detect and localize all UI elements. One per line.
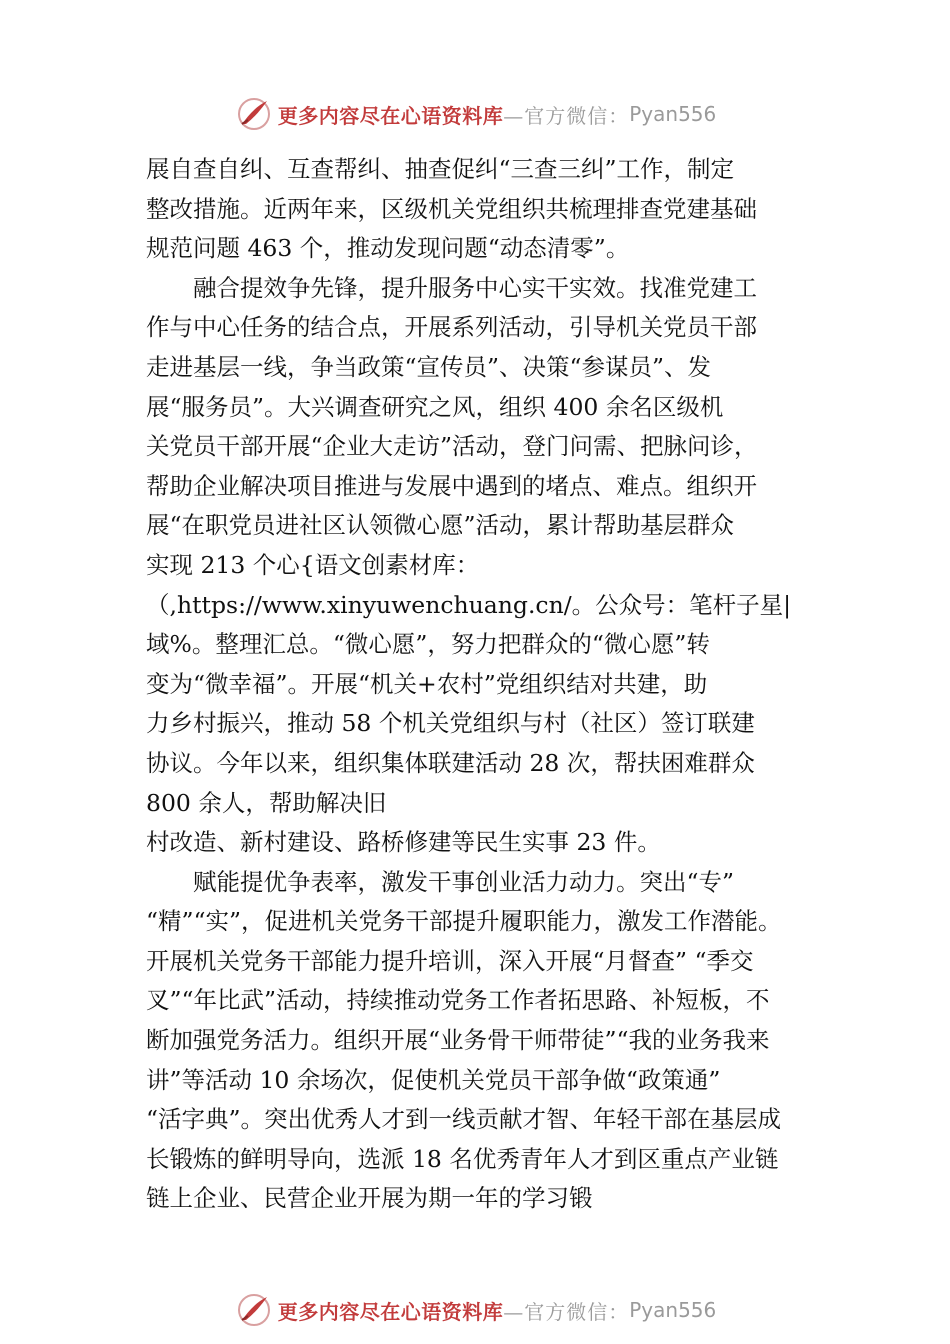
text-line: 规范问题 463 个，推动发现问题“动态清零”。 [146,234,630,263]
text-line: 叉”“年比武”活动，持续推动党务工作者拓思路、补短板，不 [146,986,770,1015]
text-line: 协议。今年以来，组织集体联建活动 28 次，帮扶困难群众 [146,748,755,777]
text-line: 赋能提优争表率，激发干事创业活力动力。突出“专” [193,867,735,896]
document-body [146,150,826,1219]
banner-wechat-id: Pyan556 [629,1298,717,1322]
text-line: 开展机关党务干部能力提升培训，深入开展“月督查” “季交 [146,946,754,975]
banner-sub-text: —官方微信： [503,103,630,128]
text-line: 讲”等活动 10 余场次，促使机关党员干部争做“政策通” [146,1065,721,1094]
text-line: 域%。整理汇总。“微心愿”，努力把群众的“微心愿”转 [146,630,710,659]
banner-main-text: 更多内容尽在心语资料库 [277,1299,504,1324]
text-line: 村改造、新村建设、路桥修建等民生实事 23 件。 [146,828,661,857]
header-banner [0,94,950,134]
text-line: 长锻炼的鲜明导向，选派 18 名优秀青年人才到区重点产业链 [146,1144,779,1173]
text-line: 实现 213 个心{语文创素材库： [146,550,480,579]
banner-wechat-id: Pyan556 [629,102,717,126]
text-line: 关党员干部开展“企业大走访”活动，登门问需、把脉问诊， [146,432,758,461]
text-line: “活字典”。突出优秀人才到一线贡献才智、年轻干部在基层成 [146,1105,782,1134]
footer-banner [0,1290,950,1330]
text-line: 帮助企业解决项目推进与发展中遇到的堵点、难点。组织开 [146,471,757,500]
text-line: 展自查自纠、互查帮纠、抽查促纠“三查三纠”工作，制定 [146,155,735,183]
text-line: 展“在职党员进社区认领微心愿”活动，累计帮助基层群众 [146,511,735,540]
text-line: “精”“实”，促进机关党务干部提升履职能力，激发工作潜能。 [146,907,782,936]
text-line: 走进基层一线，争当政策“宣传员”、决策“参谋员”、发 [146,352,712,381]
text-line: 展“服务员”。大兴调查研究之风，组织 400 余名区级机 [146,392,724,421]
text-line: 链上企业、民营企业开展为期一年的学习锻 [146,1184,593,1213]
text-line: 力乡村振兴，推动 58 个机关党组织与村（社区）签订联建 [146,709,755,738]
quill-logo-icon [234,1290,274,1330]
text-line: 变为“微幸福”。开展“机关+农村”党组织结对共建，助 [146,669,708,698]
text-line: 作与中心任务的结合点，开展系列活动，引导机关党员干部 [146,313,757,342]
text-line: （,https://www.xinyuwenchuang.cn/。公众号：笔杆子星| [146,590,792,619]
text-line: 800 余人，帮助解决旧 [146,788,387,817]
quill-logo-icon [234,94,274,134]
text-line: 断加强党务活力。组织开展“业务骨干师带徒”“我的业务我来 [146,1026,770,1055]
banner-main-text: 更多内容尽在心语资料库 [277,103,504,128]
banner-sub-text: —官方微信： [503,1299,630,1324]
text-line: 整改措施。近两年来，区级机关党组织共梳理排查党建基础 [146,194,757,223]
text-line: 融合提效争先锋，提升服务中心实干实效。找准党建工 [193,273,757,302]
